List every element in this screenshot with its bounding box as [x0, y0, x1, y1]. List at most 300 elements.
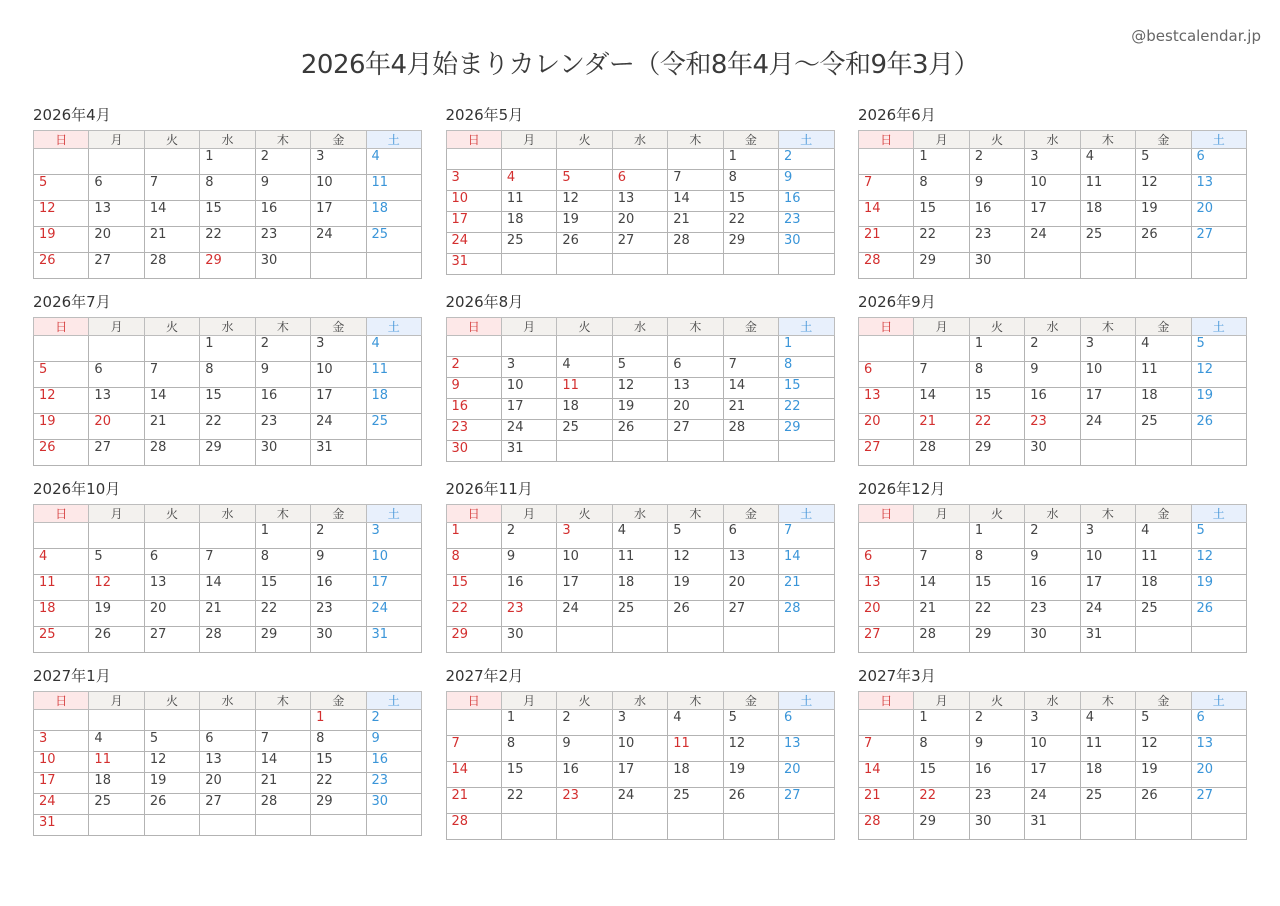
day-cell: 21 [446, 788, 501, 814]
day-cell: 5 [1136, 710, 1191, 736]
day-cell: 3 [612, 710, 667, 736]
day-cell: 16 [1025, 388, 1080, 414]
day-cell: 3 [1025, 710, 1080, 736]
day-cell: 11 [1136, 362, 1191, 388]
empty-cell [779, 254, 834, 275]
day-cell: 16 [446, 399, 501, 420]
day-cell: 31 [1080, 627, 1135, 653]
day-cell: 2 [1025, 523, 1080, 549]
week-row [446, 170, 834, 191]
empty-cell [144, 149, 199, 175]
day-cell: 27 [779, 788, 834, 814]
empty-cell [557, 149, 612, 170]
day-cell: 13 [89, 201, 144, 227]
day-cell: 30 [969, 253, 1024, 279]
day-cell: 6 [859, 549, 914, 575]
day-cell: 28 [144, 253, 199, 279]
week-row [446, 575, 834, 601]
weekday-header: 火 [969, 318, 1024, 336]
week-row [34, 336, 422, 362]
weekday-header: 火 [144, 505, 199, 523]
day-cell: 4 [1136, 523, 1191, 549]
day-cell: 8 [446, 549, 501, 575]
day-cell: 13 [1191, 736, 1246, 762]
day-cell: 5 [1136, 149, 1191, 175]
day-cell: 14 [859, 201, 914, 227]
day-cell: 9 [501, 549, 556, 575]
weekday-header: 月 [914, 505, 969, 523]
week-row [34, 773, 422, 794]
day-cell: 24 [446, 233, 501, 254]
day-cell: 5 [1191, 523, 1246, 549]
day-cell: 21 [668, 212, 723, 233]
day-cell: 28 [859, 814, 914, 840]
empty-cell [1025, 253, 1080, 279]
day-cell: 9 [969, 736, 1024, 762]
empty-cell [1136, 253, 1191, 279]
day-cell: 27 [612, 233, 667, 254]
weekday-header: 土 [366, 505, 421, 523]
empty-cell [89, 523, 144, 549]
day-cell: 2 [446, 357, 501, 378]
day-cell: 13 [859, 388, 914, 414]
day-cell: 16 [366, 752, 421, 773]
day-cell: 31 [311, 440, 366, 466]
week-row [446, 420, 834, 441]
day-cell: 25 [1080, 788, 1135, 814]
empty-cell [446, 710, 501, 736]
empty-cell [557, 441, 612, 462]
month-table [858, 130, 1247, 279]
day-cell: 23 [1025, 601, 1080, 627]
day-cell: 21 [914, 601, 969, 627]
day-cell: 29 [200, 440, 255, 466]
weekday-header: 木 [1080, 318, 1135, 336]
day-cell: 22 [914, 227, 969, 253]
weekday-header: 木 [1080, 131, 1135, 149]
month-label: 2026年6月 [858, 106, 936, 124]
day-cell: 8 [969, 362, 1024, 388]
day-cell: 27 [89, 253, 144, 279]
day-cell: 8 [969, 549, 1024, 575]
day-cell: 18 [668, 762, 723, 788]
day-cell: 12 [668, 549, 723, 575]
week-row [34, 388, 422, 414]
day-cell: 16 [1025, 575, 1080, 601]
day-cell: 16 [969, 201, 1024, 227]
day-cell: 4 [668, 710, 723, 736]
empty-cell [366, 815, 421, 836]
weekday-header: 土 [779, 692, 834, 710]
week-row [859, 710, 1247, 736]
day-cell: 11 [366, 175, 421, 201]
week-row [34, 601, 422, 627]
empty-cell [723, 336, 778, 357]
weekday-header: 火 [144, 318, 199, 336]
weekday-header: 日 [446, 318, 501, 336]
week-row [859, 253, 1247, 279]
weekday-header: 金 [723, 131, 778, 149]
day-cell: 18 [366, 388, 421, 414]
day-cell: 9 [779, 170, 834, 191]
week-row [446, 149, 834, 170]
day-cell: 11 [1136, 549, 1191, 575]
empty-cell [859, 710, 914, 736]
week-row [446, 736, 834, 762]
day-cell: 30 [446, 441, 501, 462]
week-row [859, 627, 1247, 653]
day-cell: 27 [144, 627, 199, 653]
week-row [34, 549, 422, 575]
day-cell: 26 [1191, 601, 1246, 627]
month-table [33, 691, 422, 836]
day-cell: 21 [200, 601, 255, 627]
empty-cell [34, 149, 89, 175]
day-cell: 3 [311, 149, 366, 175]
day-cell: 11 [1080, 736, 1135, 762]
day-cell: 6 [779, 710, 834, 736]
day-cell: 4 [1080, 710, 1135, 736]
day-cell: 18 [612, 575, 667, 601]
day-cell: 29 [969, 440, 1024, 466]
empty-cell [612, 336, 667, 357]
day-cell: 19 [557, 212, 612, 233]
empty-cell [1136, 627, 1191, 653]
day-cell: 30 [1025, 440, 1080, 466]
day-cell: 25 [557, 420, 612, 441]
empty-cell [612, 441, 667, 462]
day-cell: 25 [89, 794, 144, 815]
weekday-header: 日 [34, 505, 89, 523]
day-cell: 17 [311, 388, 366, 414]
weekday-header: 火 [969, 131, 1024, 149]
day-cell: 7 [200, 549, 255, 575]
day-cell: 23 [446, 420, 501, 441]
weekday-header: 火 [557, 131, 612, 149]
day-cell: 18 [1080, 201, 1135, 227]
day-cell: 27 [723, 601, 778, 627]
weekday-header: 金 [1136, 505, 1191, 523]
day-cell: 22 [779, 399, 834, 420]
day-cell: 3 [1080, 523, 1135, 549]
day-cell: 12 [34, 388, 89, 414]
week-row [34, 731, 422, 752]
day-cell: 14 [859, 762, 914, 788]
empty-cell [612, 149, 667, 170]
day-cell: 13 [668, 378, 723, 399]
month-table [33, 130, 422, 279]
month-label: 2026年5月 [445, 106, 524, 124]
day-cell: 31 [1025, 814, 1080, 840]
day-cell: 24 [34, 794, 89, 815]
empty-cell [89, 815, 144, 836]
month-label: 2027年1月 [33, 667, 111, 685]
empty-cell [668, 149, 723, 170]
day-cell: 25 [501, 233, 556, 254]
empty-cell [144, 710, 199, 731]
day-cell: 26 [723, 788, 778, 814]
day-cell: 6 [89, 362, 144, 388]
weekday-header: 水 [612, 318, 667, 336]
day-cell: 22 [969, 601, 1024, 627]
week-row [34, 149, 422, 175]
day-cell: 29 [969, 627, 1024, 653]
day-cell: 17 [34, 773, 89, 794]
week-row [859, 414, 1247, 440]
empty-cell [89, 336, 144, 362]
month-calendar [33, 106, 422, 279]
empty-cell [1080, 253, 1135, 279]
weekday-header: 月 [501, 318, 556, 336]
day-cell: 5 [34, 362, 89, 388]
weekday-header: 火 [557, 318, 612, 336]
day-cell: 5 [34, 175, 89, 201]
day-cell: 15 [200, 201, 255, 227]
weekday-header: 土 [779, 505, 834, 523]
week-row [859, 175, 1247, 201]
weekday-header: 金 [311, 318, 366, 336]
day-cell: 2 [969, 710, 1024, 736]
week-row [446, 710, 834, 736]
day-cell: 25 [1136, 601, 1191, 627]
weekday-header: 木 [668, 505, 723, 523]
day-cell: 28 [255, 794, 310, 815]
day-cell: 9 [255, 362, 310, 388]
day-cell: 28 [914, 627, 969, 653]
week-row [446, 762, 834, 788]
day-cell: 11 [501, 191, 556, 212]
day-cell: 14 [200, 575, 255, 601]
day-cell: 7 [914, 549, 969, 575]
day-cell: 24 [366, 601, 421, 627]
week-row [446, 814, 834, 840]
weekday-header: 水 [200, 131, 255, 149]
day-cell: 19 [1191, 575, 1246, 601]
month-calendar [33, 480, 422, 653]
day-cell: 30 [255, 440, 310, 466]
day-cell: 22 [969, 414, 1024, 440]
watermark: @bestcalendar.jp [1131, 27, 1261, 45]
empty-cell [668, 336, 723, 357]
day-cell: 1 [501, 710, 556, 736]
empty-cell [1136, 440, 1191, 466]
empty-cell [779, 814, 834, 840]
day-cell: 2 [1025, 336, 1080, 362]
day-cell: 12 [89, 575, 144, 601]
day-cell: 23 [501, 601, 556, 627]
weekday-header: 月 [501, 505, 556, 523]
week-row [34, 794, 422, 815]
week-row [859, 201, 1247, 227]
week-row [446, 399, 834, 420]
weekday-header: 火 [557, 505, 612, 523]
month-table [446, 130, 835, 275]
weekday-header: 金 [1136, 692, 1191, 710]
empty-cell [612, 627, 667, 653]
day-cell: 9 [446, 378, 501, 399]
day-cell: 10 [446, 191, 501, 212]
day-cell: 22 [723, 212, 778, 233]
empty-cell [723, 814, 778, 840]
day-cell: 9 [1025, 362, 1080, 388]
day-cell: 21 [144, 227, 199, 253]
day-cell: 19 [723, 762, 778, 788]
month-table [33, 504, 422, 653]
day-cell: 15 [969, 388, 1024, 414]
week-row [34, 710, 422, 731]
day-cell: 2 [501, 523, 556, 549]
day-cell: 29 [311, 794, 366, 815]
week-row [859, 362, 1247, 388]
day-cell: 19 [668, 575, 723, 601]
day-cell: 17 [446, 212, 501, 233]
empty-cell [144, 336, 199, 362]
weekday-header: 木 [255, 505, 310, 523]
day-cell: 26 [1136, 788, 1191, 814]
empty-cell [144, 815, 199, 836]
week-row [34, 175, 422, 201]
empty-cell [557, 254, 612, 275]
empty-cell [557, 627, 612, 653]
week-row [34, 815, 422, 836]
day-cell: 1 [723, 149, 778, 170]
day-cell: 9 [969, 175, 1024, 201]
day-cell: 7 [779, 523, 834, 549]
day-cell: 20 [859, 601, 914, 627]
day-cell: 24 [311, 414, 366, 440]
week-row [859, 814, 1247, 840]
day-cell: 1 [255, 523, 310, 549]
weekday-header: 日 [859, 692, 914, 710]
day-cell: 10 [1025, 175, 1080, 201]
day-cell: 18 [1136, 388, 1191, 414]
weekday-header-row [34, 692, 422, 710]
day-cell: 1 [969, 336, 1024, 362]
weekday-header-row [859, 131, 1247, 149]
day-cell: 31 [366, 627, 421, 653]
empty-cell [34, 710, 89, 731]
week-row [446, 191, 834, 212]
week-row [859, 788, 1247, 814]
day-cell: 8 [501, 736, 556, 762]
weekday-header: 火 [144, 131, 199, 149]
week-row [446, 254, 834, 275]
weekday-header: 木 [668, 692, 723, 710]
day-cell: 15 [779, 378, 834, 399]
day-cell: 15 [914, 762, 969, 788]
day-cell: 13 [859, 575, 914, 601]
day-cell: 18 [89, 773, 144, 794]
day-cell: 8 [255, 549, 310, 575]
day-cell: 24 [1025, 788, 1080, 814]
week-row [34, 752, 422, 773]
day-cell: 12 [144, 752, 199, 773]
empty-cell [144, 523, 199, 549]
empty-cell [668, 627, 723, 653]
weekday-header: 日 [446, 692, 501, 710]
weekday-header: 日 [34, 318, 89, 336]
weekday-header: 金 [311, 131, 366, 149]
day-cell: 25 [366, 227, 421, 253]
empty-cell [723, 441, 778, 462]
empty-cell [914, 523, 969, 549]
month-label: 2026年10月 [33, 480, 121, 498]
day-cell: 28 [723, 420, 778, 441]
weekday-header: 月 [89, 692, 144, 710]
day-cell: 10 [501, 378, 556, 399]
day-cell: 15 [255, 575, 310, 601]
weekday-header: 月 [914, 131, 969, 149]
weekday-header: 木 [255, 692, 310, 710]
day-cell: 19 [1136, 762, 1191, 788]
day-cell: 14 [914, 575, 969, 601]
day-cell: 30 [501, 627, 556, 653]
day-cell: 8 [723, 170, 778, 191]
empty-cell [311, 253, 366, 279]
day-cell: 6 [89, 175, 144, 201]
day-cell: 28 [446, 814, 501, 840]
weekday-header: 金 [1136, 318, 1191, 336]
weekday-header: 木 [255, 131, 310, 149]
empty-cell [723, 254, 778, 275]
weekday-header: 月 [914, 692, 969, 710]
weekday-header: 土 [779, 131, 834, 149]
day-cell: 30 [1025, 627, 1080, 653]
empty-cell [668, 254, 723, 275]
day-cell: 14 [668, 191, 723, 212]
week-row [34, 362, 422, 388]
day-cell: 3 [446, 170, 501, 191]
day-cell: 19 [34, 414, 89, 440]
week-row [34, 227, 422, 253]
day-cell: 1 [969, 523, 1024, 549]
day-cell: 15 [501, 762, 556, 788]
day-cell: 30 [779, 233, 834, 254]
empty-cell [366, 440, 421, 466]
month-calendar [446, 667, 835, 840]
day-cell: 11 [612, 549, 667, 575]
day-cell: 31 [446, 254, 501, 275]
day-cell: 12 [1136, 175, 1191, 201]
weekday-header-row [34, 131, 422, 149]
day-cell: 9 [1025, 549, 1080, 575]
day-cell: 19 [89, 601, 144, 627]
day-cell: 1 [200, 149, 255, 175]
weekday-header: 木 [668, 318, 723, 336]
week-row [446, 212, 834, 233]
empty-cell [200, 523, 255, 549]
empty-cell [914, 336, 969, 362]
weekday-header: 土 [366, 131, 421, 149]
day-cell: 28 [144, 440, 199, 466]
day-cell: 6 [1191, 149, 1246, 175]
day-cell: 28 [914, 440, 969, 466]
weekday-header: 日 [859, 318, 914, 336]
day-cell: 6 [144, 549, 199, 575]
weekday-header: 火 [557, 692, 612, 710]
empty-cell [1136, 814, 1191, 840]
day-cell: 14 [723, 378, 778, 399]
day-cell: 3 [1080, 336, 1135, 362]
day-cell: 4 [557, 357, 612, 378]
weekday-header: 月 [89, 505, 144, 523]
day-cell: 20 [859, 414, 914, 440]
day-cell: 17 [501, 399, 556, 420]
empty-cell [311, 815, 366, 836]
weekday-header-row [446, 692, 834, 710]
empty-cell [34, 523, 89, 549]
day-cell: 30 [366, 794, 421, 815]
